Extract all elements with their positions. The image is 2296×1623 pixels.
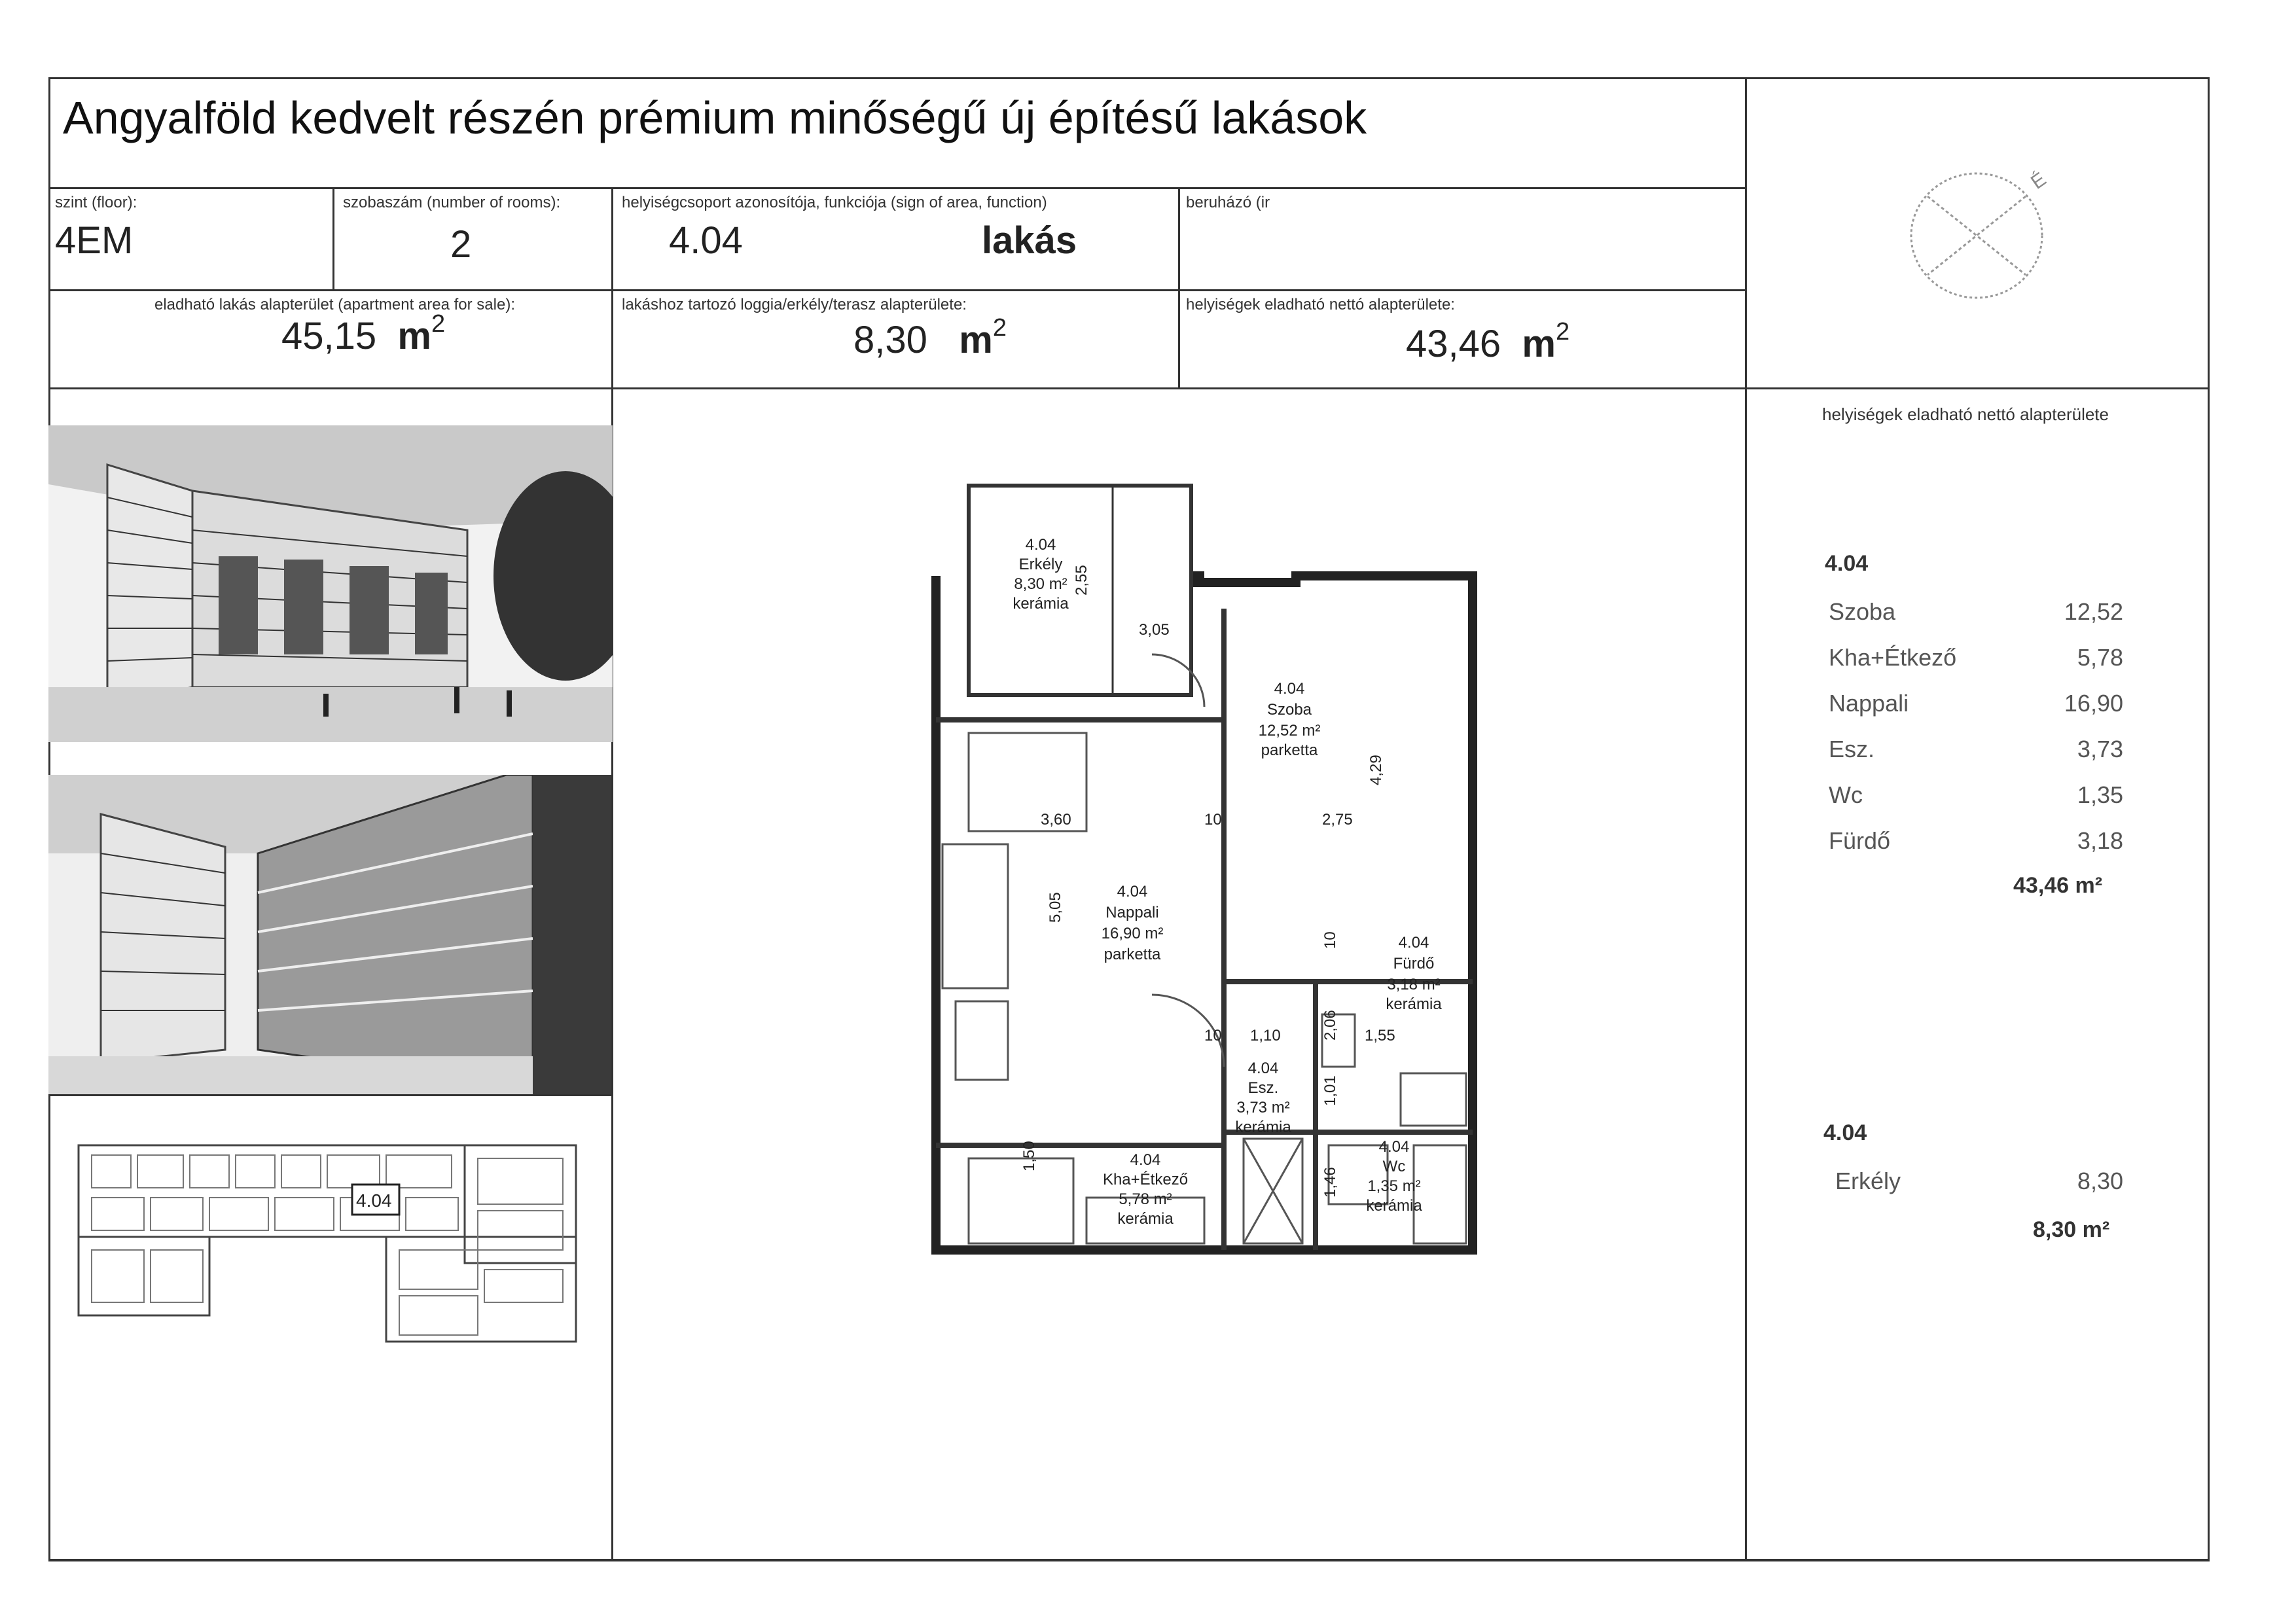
building-rendering-image <box>48 775 611 1094</box>
site-plan-unit-label: 4.04 <box>356 1190 392 1211</box>
compass-label: É <box>2027 168 2051 194</box>
dimension-label: 3,05 <box>1139 621 1170 639</box>
sale-area-value: 45,15 $m^2$ <box>281 310 446 357</box>
function-value: lakás <box>982 219 1077 262</box>
rooms-label: szobaszám (number of rooms): <box>343 194 561 211</box>
dimension-label: 2,55 <box>1073 565 1090 596</box>
balcony-name: Erkély <box>1835 1168 1901 1194</box>
bedroom-area: 12,52 m² <box>1258 722 1321 740</box>
dimension-label: 2,06 <box>1321 1010 1339 1041</box>
room-value: 12,52 <box>2064 598 2123 625</box>
bedroom-id: 4.04 <box>1274 680 1305 698</box>
loggia-value: 8,30 $m^2$ <box>853 314 1007 361</box>
header-divider <box>48 387 2210 389</box>
dimension-label: 1,50 <box>1020 1141 1038 1171</box>
loggia-label: lakáshoz tartozó loggia/erkély/terasz alapterülete: <box>622 296 967 313</box>
balcony-row <box>1835 1168 2123 1207</box>
room-value: 3,73 <box>2077 736 2123 762</box>
bedroom-name: Szoba <box>1266 701 1312 719</box>
room-list <box>1829 598 2123 873</box>
group2-total: 8,30 m² <box>2033 1217 2110 1242</box>
room-name: Fürdő <box>1829 827 1891 854</box>
living-room-id: 4.04 <box>1117 883 1148 901</box>
room-row <box>1829 827 2123 873</box>
building-rendering-image <box>48 425 613 742</box>
wc-id: 4.04 <box>1378 1138 1410 1156</box>
net-area-label: helyiségek eladható nettó alapterülete: <box>1186 296 1455 313</box>
room-row <box>1829 781 2123 827</box>
hall-area: 3,73 m² <box>1236 1099 1290 1116</box>
kitchen-finish: kerámia <box>1117 1210 1174 1228</box>
dimension-label: 5,05 <box>1047 892 1064 923</box>
wc-name: Wc <box>1382 1158 1406 1175</box>
investor-label: beruházó (ir <box>1186 194 1270 211</box>
bathroom-area: 3,18 m² <box>1387 976 1441 993</box>
cell-divider <box>1178 187 1180 387</box>
hall-finish: kerámia <box>1235 1118 1291 1136</box>
balcony-id: 4.04 <box>1025 536 1056 554</box>
room-row <box>1829 690 2123 736</box>
bathroom-finish: kerámia <box>1386 995 1442 1013</box>
room-name: Nappali <box>1829 690 1909 717</box>
dimension-label: 1,46 <box>1321 1167 1339 1198</box>
cell-divider <box>332 187 334 291</box>
room-name: Esz. <box>1829 736 1875 762</box>
room-row <box>1829 644 2123 690</box>
floor-plan-drawing <box>929 478 1479 1263</box>
compass-icon <box>1898 157 2094 314</box>
kitchen-id: 4.04 <box>1130 1151 1161 1169</box>
net-area-value: 43,46 $m^2$ <box>1406 318 1570 365</box>
dimension-label: 10 <box>1204 811 1222 829</box>
group2-id: 4.04 <box>1823 1120 1867 1145</box>
wc-finish: kerámia <box>1366 1197 1422 1215</box>
balcony-area: 8,30 m² <box>1014 575 1067 593</box>
floor-label: szint (floor): <box>55 194 137 211</box>
bathroom-id: 4.04 <box>1398 934 1429 952</box>
room-name: Kha+Étkező <box>1829 644 1957 671</box>
dimension-label: 1,55 <box>1365 1027 1395 1044</box>
room-value: 5,78 <box>2077 644 2123 671</box>
area-id-value: 4.04 <box>669 219 743 262</box>
header-divider <box>48 187 1746 189</box>
dimension-label: 3,60 <box>1041 811 1071 829</box>
sale-area-label: eladható lakás alapterület (apartment area for sale): <box>154 296 515 313</box>
room-row <box>1829 736 2123 781</box>
room-value: 16,90 <box>2064 690 2123 717</box>
dimension-label: 1,01 <box>1321 1075 1339 1106</box>
kitchen-name: Kha+Étkező <box>1102 1171 1189 1188</box>
balcony-finish: kerámia <box>1013 595 1069 613</box>
image-divider <box>48 1094 613 1096</box>
kitchen-area: 5,78 m² <box>1119 1190 1172 1208</box>
site-plan-image <box>72 1126 589 1348</box>
living-room-area: 16,90 m² <box>1101 925 1164 942</box>
cell-divider <box>611 187 613 1561</box>
group1-total: 43,46 m² <box>2013 873 2103 898</box>
dimension-label: 10 <box>1321 931 1339 949</box>
page-title: Angyalföld kedvelt részén prémium minőségű új építésű lakások <box>63 92 1367 143</box>
side-column-divider <box>1745 77 1747 1561</box>
room-name: Szoba <box>1829 598 1896 625</box>
dimension-label: 4,29 <box>1367 755 1385 785</box>
living-room-name: Nappali <box>1105 904 1159 921</box>
room-value: 1,35 <box>2077 781 2123 808</box>
area-id-label: helyiségcsoport azonosítója, funkciója (sign of area, function) <box>622 194 1047 211</box>
balcony-name: Erkély <box>1018 556 1063 573</box>
rooms-value: 2 <box>450 223 472 266</box>
room-value: 3,18 <box>2077 827 2123 854</box>
bathroom-name: Fürdő <box>1393 955 1435 972</box>
room-name: Wc <box>1829 781 1863 808</box>
footer-line <box>48 1559 2210 1561</box>
wc-area: 1,35 m² <box>1367 1177 1421 1195</box>
bedroom-finish: parketta <box>1261 741 1318 759</box>
living-room-finish: parketta <box>1103 946 1161 963</box>
group1-id: 4.04 <box>1825 551 1869 576</box>
side-table-header: helyiségek eladható nettó alapterülete <box>1822 404 2109 424</box>
hall-name: Esz. <box>1247 1079 1279 1097</box>
dimension-label: 10 <box>1204 1027 1222 1044</box>
balcony-value: 8,30 <box>2077 1168 2123 1194</box>
dimension-label: 1,10 <box>1250 1027 1281 1044</box>
header-divider <box>48 289 1746 291</box>
dimension-label: 2,75 <box>1322 811 1353 829</box>
hall-id: 4.04 <box>1247 1060 1279 1077</box>
room-row <box>1829 598 2123 644</box>
floor-value: 4EM <box>55 219 134 262</box>
